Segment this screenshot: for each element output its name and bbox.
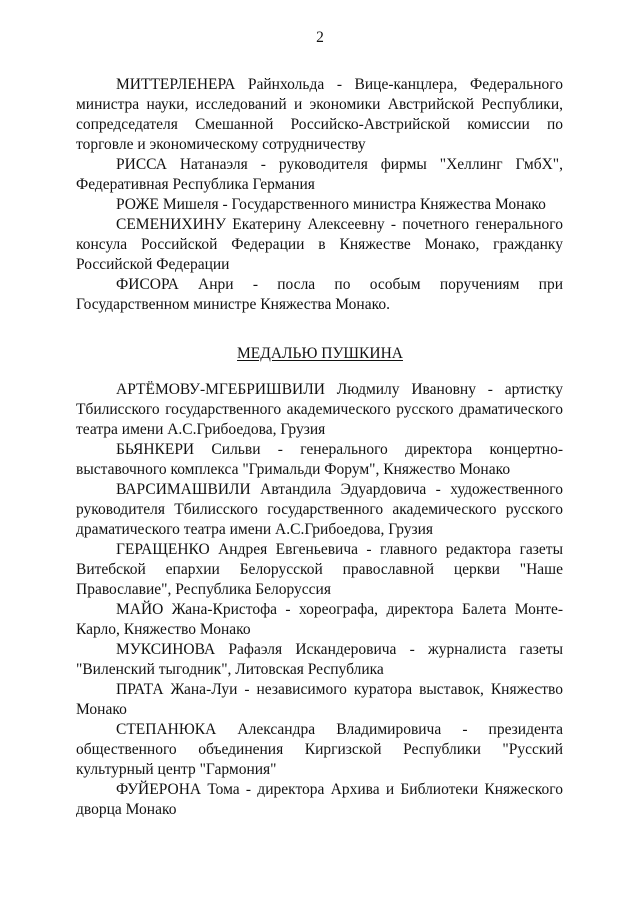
award-entry: МУКСИНОВА Рафаэля Искандеровича - журналиста газеты "Виленский тыгодник", Литовская Республика	[76, 641, 563, 678]
award-entry: БЬЯНКЕРИ Сильви - генерального директора концертно-выставочного комплекса "Гримальди Форум", Княжество Монако	[76, 441, 563, 478]
page-number: 2	[316, 29, 324, 46]
section-heading-text: МЕДАЛЬЮ ПУШКИНА	[237, 345, 403, 362]
award-entry: МАЙО Жана-Кристофа - хореографа, директора Балета Монте-Карло, Княжество Монако	[76, 601, 563, 638]
award-entry: МИТТЕРЛЕНЕРА Райнхольда - Вице-канцлера, Федерального министра науки, исследований и экономики Австрийской Республики, сопредседателя Смешанной Российско-Австрийской комиссии по торговле и экономическому сотрудничеству	[76, 76, 563, 153]
section-heading	[0, 344, 640, 364]
award-entry: АРТЁМОВУ-МГЕБРИШВИЛИ Людмилу Ивановну - артистку Тбилисского государственного академического русского драматического театра имени А.С.Грибоедова, Грузия	[76, 381, 563, 438]
award-list-pushkin-medal	[76, 380, 563, 820]
award-entry: ГЕРАЩЕНКО Андрея Евгеньевича - главного редактора газеты Витебской епархии Белорусской православной церкви "Наше Православие", Республика Белоруссия	[76, 541, 563, 598]
award-entry: ПРАТА Жана-Луи - независимого куратора выставок, Княжество Монако	[76, 681, 563, 718]
award-entry: РИССА Натанаэля - руководителя фирмы "Хеллинг ГмбХ", Федеративная Республика Германия	[76, 156, 563, 193]
award-entry: ВАРСИМАШВИЛИ Автандила Эдуардовича - художественного руководителя Тбилисского государственного академического русского драматического театра имени А.С.Грибоедова, Грузия	[76, 481, 563, 538]
award-entry: РОЖЕ Мишеля - Государственного министра Княжества Монако	[116, 196, 546, 213]
award-entry: СЕМЕНИХИНУ Екатерину Алексеевну - почетного генерального консула Российской Федерации в Княжестве Монако, гражданку Российской Федерации	[76, 216, 563, 273]
award-entry: ФИСОРА Анри - посла по особым поручениям при Государственном министре Княжества Монако.	[76, 276, 563, 313]
award-entry: СТЕПАНЮКА Александра Владимировича - президента общественного объединения Киргизской Республики "Русский культурный центр "Гармония"	[76, 721, 563, 778]
award-list-first	[76, 75, 563, 315]
award-entry: ФУЙЕРОНА Тома - директора Архива и Библиотеки Княжеского дворца Монако	[76, 781, 563, 818]
